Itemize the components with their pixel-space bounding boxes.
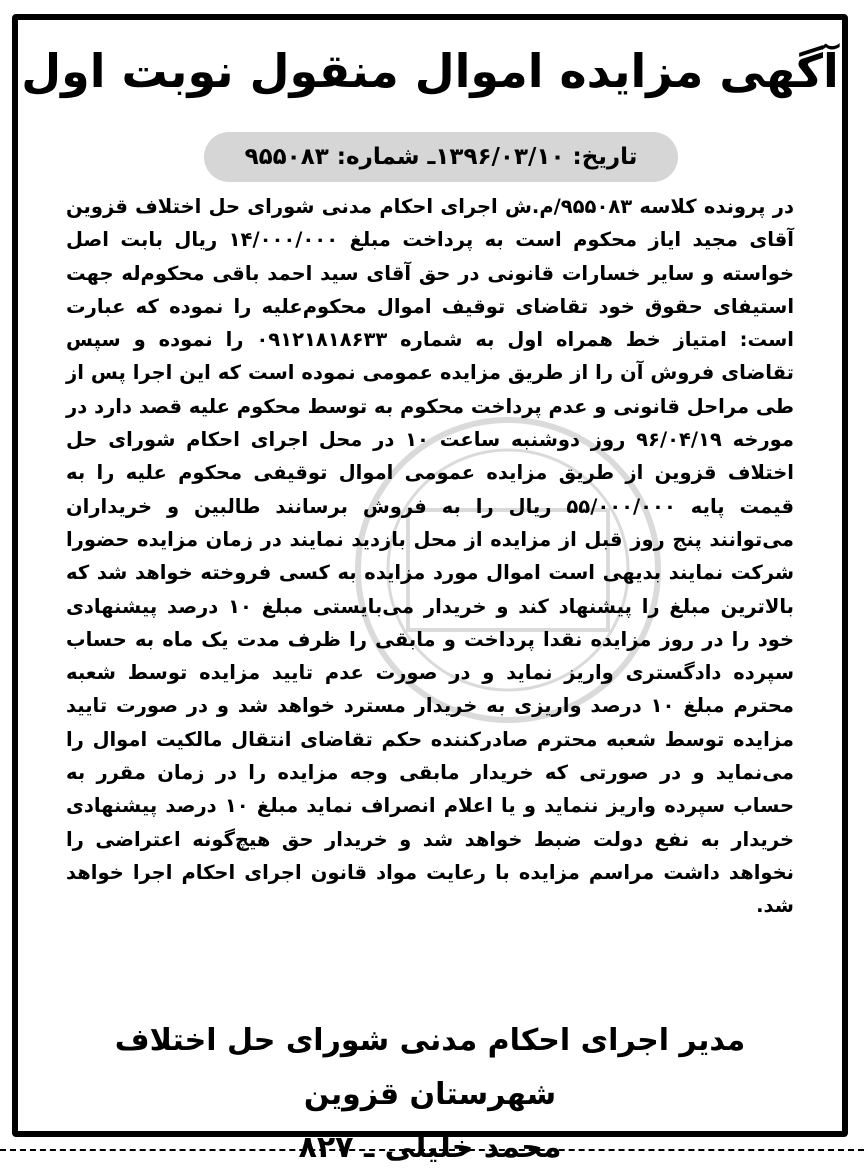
border-tab-right bbox=[842, 140, 848, 168]
border-tab-left-bottom bbox=[12, 996, 18, 1024]
notice-body: در پرونده کلاسه ۹۵۵۰۸۳/م.ش اجرای احکام مدنی شورای حل اختلاف قزوین آقای مجید ایاز محکوم است به پرداخت مبلغ ۱۴/۰۰۰/۰۰۰ ریال بابت اصل خواسته و سایر خسارات قانونی در حق آقای سید احمد باقی محکوم‌له جهت استیفای حقوق خود تقاضای توقیف اموال محکوم‌علیه را نموده که عبارت است: امتیاز خط همراه اول به شماره ۰۹۱۲۱۸۱۸۶۳۳ را نموده و سپس تقاضای فروش آن را از طریق مزایده عمومی نموده است که این اجرا پس از طی مراحل قانونی و عدم پرداخت محکوم به توسط محکوم علیه قصد دارد در مورخه ۹۶/۰۴/۱۹ روز دوشنبه ساعت ۱۰ در محل اجرای احکام شورای حل اختلاف قزوین از طریق مزایده عمومی اموال توقیفی محکوم علیه را به قیمت پایه ۵۵/۰۰۰/۰۰۰ ریال را به فروش برسانند طالبین و خریداران می‌توانند پنج روز قبل از مزایده از محل بازدید نمایند در زمان مزایده حضورا شرکت نمایند بدیهی است اموال مورد مزایده به کسی فروخته خواهد شد که بالاترین مبلغ را پیشنهاد کند و خریدار می‌بایستی مبلغ ۱۰ درصد پیشنهادی خود را در روز مزایده نقدا پرداخت و مابقی را ظرف مدت یک ماه به حساب سپرده دادگستری واریز نماید و در صورت عدم تایید مزایده توسط شعبه محترم مبلغ ۱۰ درصد واریزی به خریدار مسترد خواهد شد و در صورت تایید مزایده توسط شعبه محترم صادرکننده حکم تقاضای انتقال مالکیت اموال را می‌نماید و در صورتی که خریدار مابقی وجه مزایده را در زمان مقرر به حساب سپرده واریز ننماید و یا اعلام انصراف نماید مبلغ ۱۰ درصد پیشنهادی خریدار به نفع دولت ضبط خواهد شد و خریدار حق هیچ‌گونه اعتراضی را نخواهد داشت مراسم مزایده با رعایت مواد قانون اجرای احکام اجرا خواهد شد. bbox=[66, 195, 795, 918]
auction-notice bbox=[12, 14, 848, 1165]
border-tab-right-bottom bbox=[842, 996, 848, 1024]
border-tab-left bbox=[12, 140, 18, 168]
notice-title: آگهی مزایده اموال منقول نوبت اول bbox=[21, 44, 839, 98]
date-and-number-badge: تاریخ: ۱۳۹۶/۰۳/۱۰ـ شماره: ۹۵۵۰۸۳ bbox=[204, 132, 678, 182]
signature-name: محمد خلیلی ـ ۸۲۷ bbox=[298, 1130, 562, 1165]
cut-line-divider bbox=[0, 1149, 864, 1151]
signature-office: مدیر اجرای احکام مدنی شورای حل اختلاف شهرستان قزوین bbox=[114, 1023, 746, 1112]
